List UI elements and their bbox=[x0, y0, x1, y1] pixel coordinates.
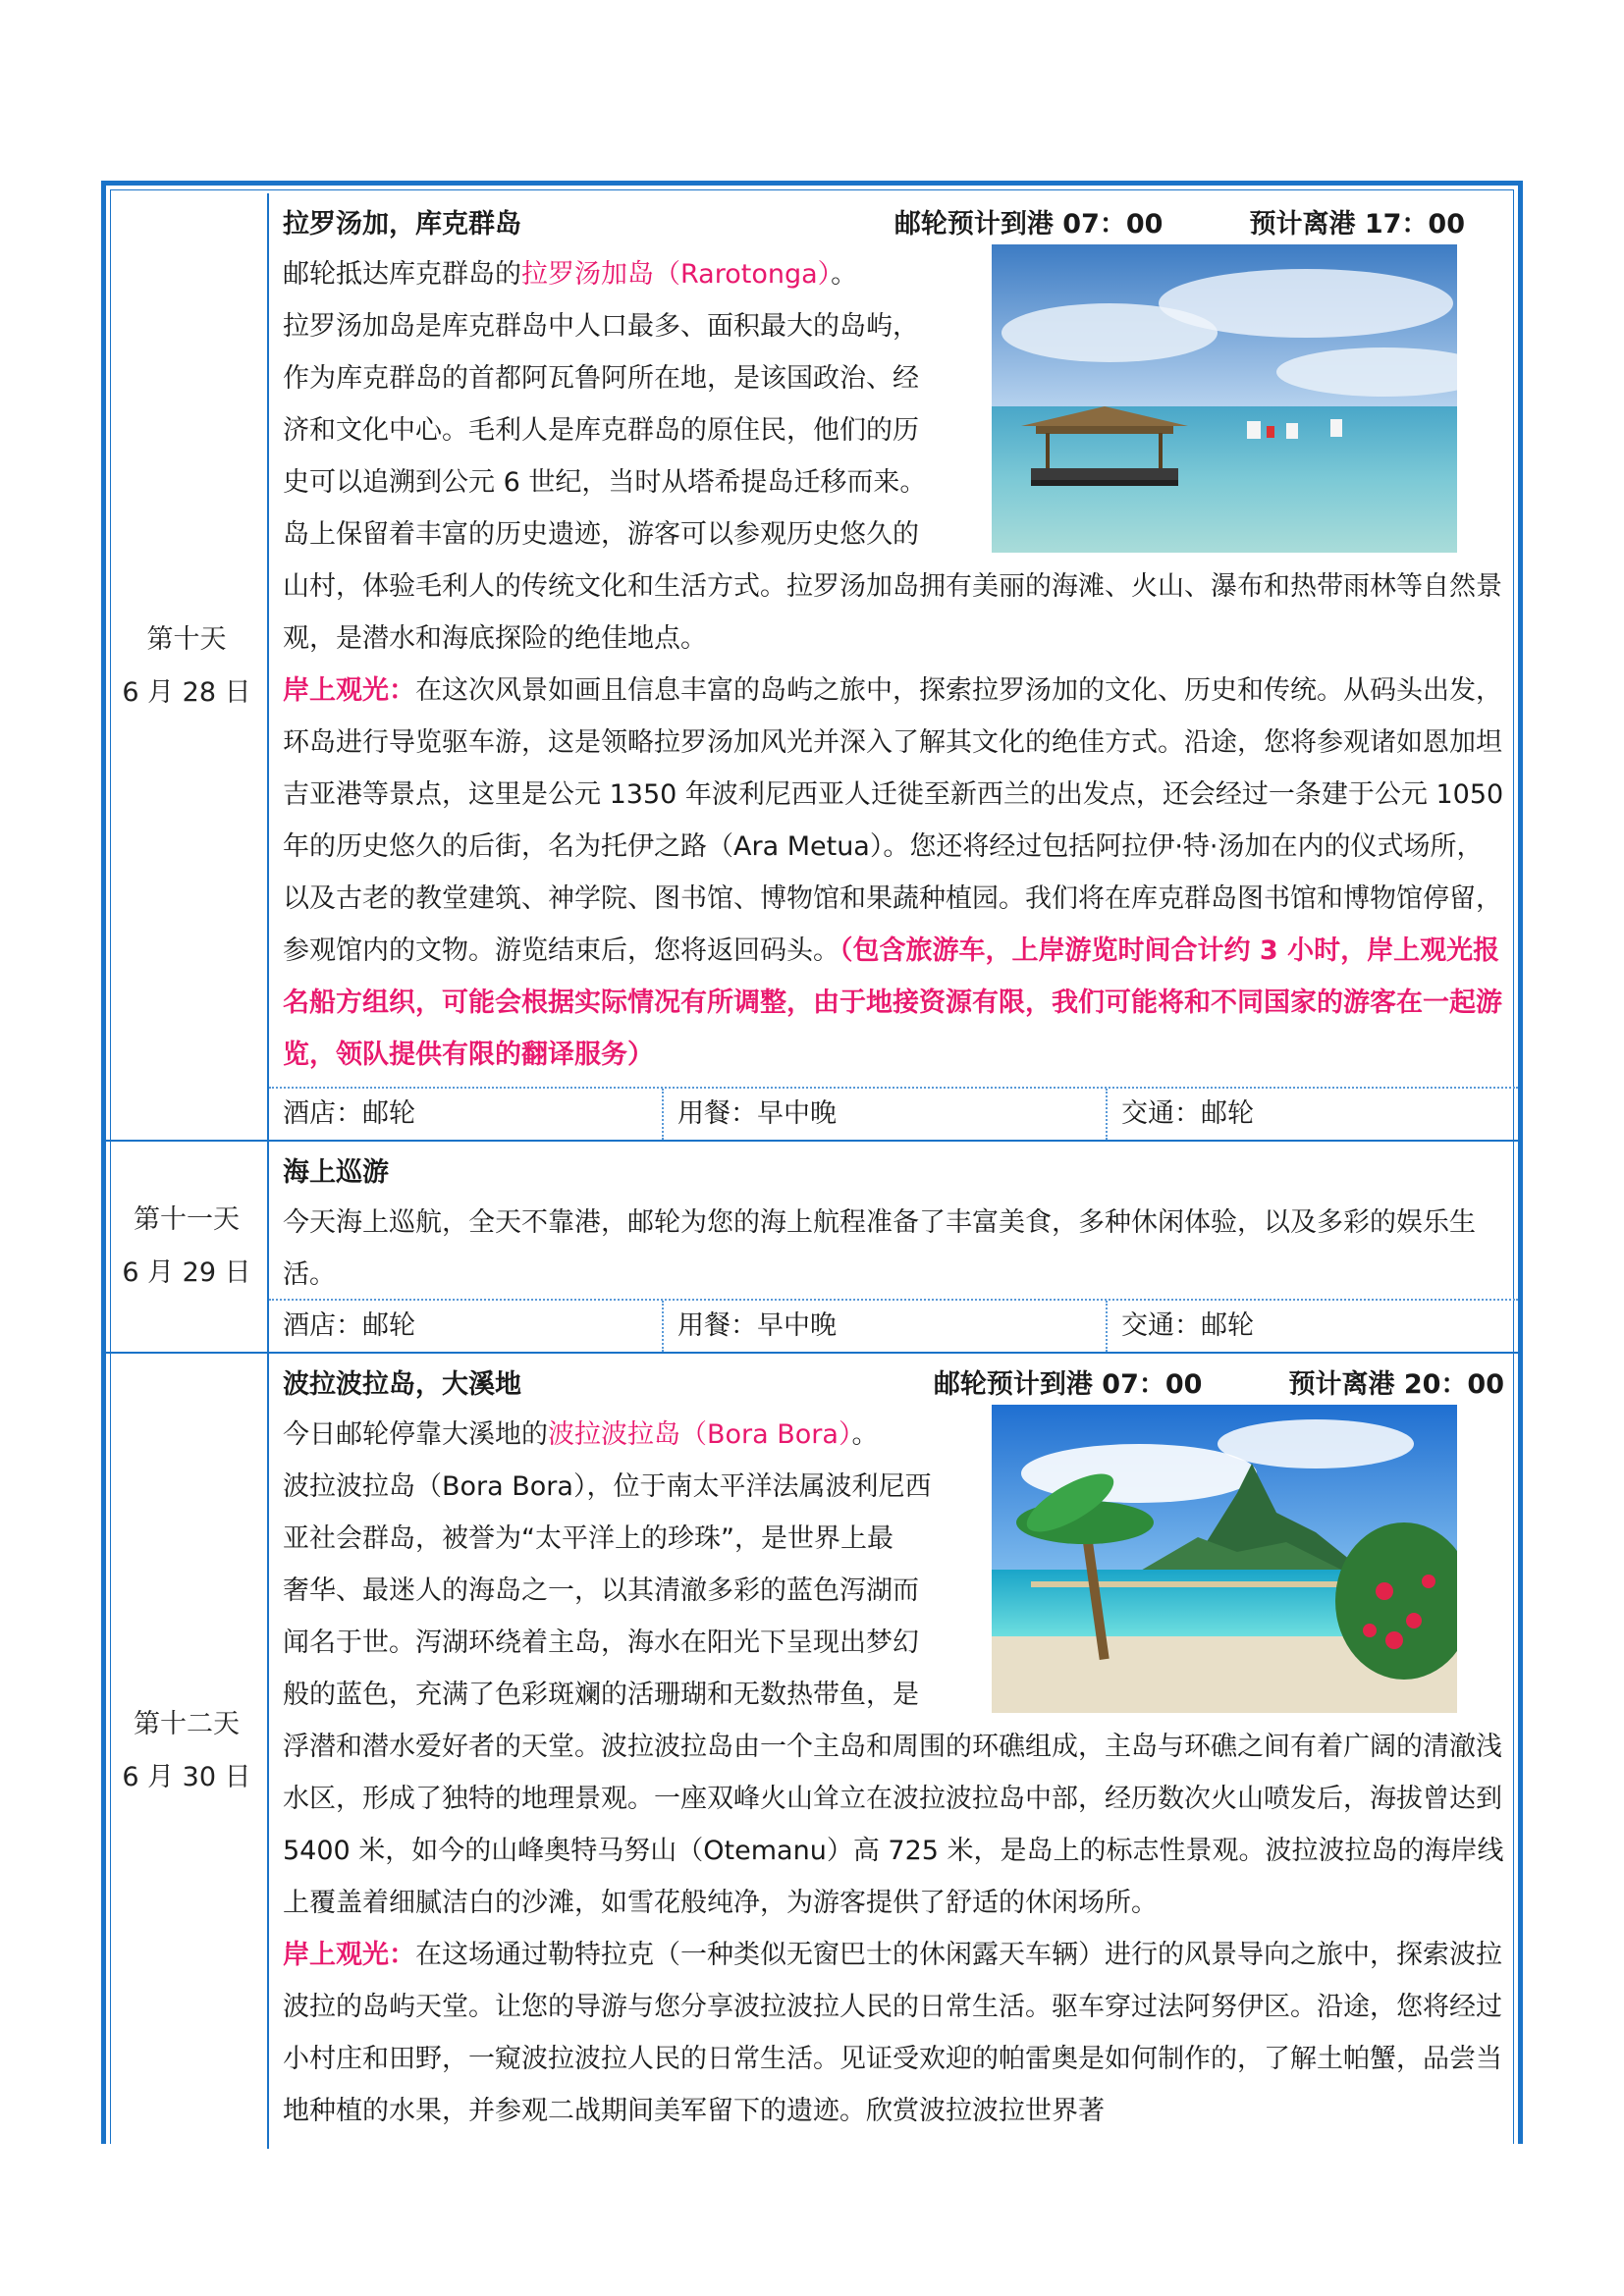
shore-label: 岸上观光： bbox=[283, 675, 415, 706]
day-label: 第十一天 bbox=[134, 1204, 240, 1235]
port-title: 波拉波拉岛，大溪地 bbox=[283, 1368, 521, 1400]
body-line: 作为库克群岛的首都阿瓦鲁阿所在地，是该国政治、经 bbox=[283, 363, 919, 394]
body-line: 闻名于世。泻湖环绕着主岛，海水在阳光下呈现出梦幻 bbox=[283, 1628, 919, 1658]
itinerary-table bbox=[101, 181, 1523, 2144]
departure-time: 预计离港 17：00 bbox=[1249, 208, 1465, 240]
date-label: 6 月 29 日 bbox=[122, 1257, 251, 1288]
tropical-island-image bbox=[992, 1405, 1457, 1713]
hotel-info: 酒店：邮轮 bbox=[269, 1301, 664, 1352]
day-label: 第十二天 bbox=[134, 1709, 240, 1739]
body-line: 济和文化中心。毛利人是库克群岛的原住民，他们的历 bbox=[283, 415, 919, 446]
day-content-12 bbox=[269, 1354, 1518, 2149]
day-header bbox=[269, 1354, 1518, 1409]
day-label: 第十天 bbox=[146, 624, 227, 655]
hotel-info: 酒店：邮轮 bbox=[269, 1089, 664, 1140]
meals-info: 用餐：早中晚 bbox=[664, 1301, 1108, 1352]
day-meta-row bbox=[269, 1087, 1518, 1140]
arrival-time: 邮轮预计到港 07：00 bbox=[933, 1368, 1203, 1400]
body-paragraph: 浮潜和潜水爱好者的天堂。波拉波拉岛由一个主岛和周围的环礁组成，主岛与环礁之间有着广阔的清澈浅水区，形成了独特的地理景观。一座双峰火山耸立在波拉波拉岛中部，经历数次火山喷发后，海拔曾达到 5400 米，如今的山峰奥特马努山（Otemanu）高 725 米，是岛上的标志性景观。波拉波拉岛的海岸线上覆盖着细腻洁白的沙滩，如雪花般纯净，为游客提供了舒适的休闲场所。 bbox=[283, 1732, 1504, 1918]
port-highlight: 波拉波拉岛（Bora Bora） bbox=[548, 1419, 852, 1450]
meals-info: 用餐：早中晚 bbox=[664, 1089, 1108, 1140]
body-paragraph: 今天海上巡航，全天不靠港，邮轮为您的海上航程准备了丰富美食，多种休闲体验，以及多彩的娱乐生活。 bbox=[283, 1207, 1476, 1290]
body-line: 奢华、最迷人的海岛之一，以其清澈多彩的蓝色泻湖而 bbox=[283, 1575, 919, 1606]
arrival-time: 邮轮预计到港 07：00 bbox=[893, 208, 1164, 240]
body-line: 史可以追溯到公元 6 世纪，当时从塔希提岛迁移而来。 bbox=[283, 467, 927, 498]
day-cell-11 bbox=[106, 1142, 269, 1354]
transport-info: 交通：邮轮 bbox=[1121, 1098, 1254, 1129]
day-meta-row bbox=[269, 1299, 1518, 1352]
day-cell-10 bbox=[106, 193, 269, 1142]
day-header bbox=[269, 1142, 1518, 1197]
shore-paragraph bbox=[269, 1929, 1518, 2137]
intro-text: 今日邮轮停靠大溪地的 bbox=[283, 1419, 548, 1450]
departure-time: 预计离港 20：00 bbox=[1288, 1368, 1504, 1400]
port-highlight: 拉罗汤加岛（Rarotonga） bbox=[521, 259, 832, 290]
shore-text: 在这次风景如画且信息丰富的岛屿之旅中，探索拉罗汤加的文化、历史和传统。从码头出发，环岛进行导览驱车游，这是领略拉罗汤加风光并深入了解其文化的绝佳方式。沿途，您将参观诸如恩加坦吉亚港等景点，这里是公元 1350 年波利尼西亚人迁徙至新西兰的出发点，还会经过一条建于公元 1050 年的历史悠久的后街，名为托伊之路（Ara Metua）。您还将经过包括阿拉伊·特·汤加在内的仪式场所，以及古老的教堂建筑、神学院、图书馆、博物馆和果蔬种植园。我们将在库克群岛图书馆和博物馆停留，参观馆内的文物。游览结束后，您将返回码头。 bbox=[283, 675, 1504, 966]
shore-label: 岸上观光： bbox=[283, 1940, 415, 1970]
day-content-11 bbox=[269, 1142, 1518, 1354]
shore-paragraph bbox=[269, 665, 1518, 1081]
shore-note: （包含旅游车，上岸游览时间合计约 3 小时，岸上观光报名船方组织，可能会根据实际情况有所调整，由于地接资源有限，我们可能将和不同国家的游客在一起游览，领队提供有限的翻译服务） bbox=[283, 935, 1502, 1070]
body-line: 岛上保留着丰富的历史遗迹，游客可以参观历史悠久的 bbox=[283, 519, 919, 550]
port-title: 拉罗汤加，库克群岛 bbox=[283, 208, 521, 240]
day-cell-12 bbox=[106, 1354, 269, 2149]
intro-text: 邮轮抵达库克群岛的 bbox=[283, 259, 521, 290]
body-line: 波拉波拉岛（Bora Bora），位于南太平洋法属波利尼西 bbox=[283, 1471, 932, 1502]
day-content-10 bbox=[269, 193, 1518, 1142]
bora-bora-photo bbox=[992, 1405, 1457, 1713]
body-paragraph: 山村，体验毛利人的传统文化和生活方式。拉罗汤加岛拥有美丽的海滩、火山、瀑布和热带雨林等自然景观，是潜水和海底探险的绝佳地点。 bbox=[283, 571, 1502, 654]
day-header bbox=[269, 193, 1518, 248]
lagoon-boat-image bbox=[992, 244, 1457, 553]
body-line: 般的蓝色，充满了色彩斑斓的活珊瑚和无数热带鱼，是 bbox=[283, 1680, 919, 1710]
transport-info: 交通：邮轮 bbox=[1121, 1310, 1254, 1341]
date-label: 6 月 30 日 bbox=[122, 1762, 251, 1792]
rarotonga-photo bbox=[992, 244, 1457, 553]
body-line: 拉罗汤加岛是库克群岛中人口最多、面积最大的岛屿， bbox=[283, 311, 919, 342]
shore-text: 在这场通过勒特拉克（一种类似无窗巴士的休闲露天车辆）进行的风景导向之旅中，探索波拉波拉的岛屿天堂。让您的导游与您分享波拉波拉人民的日常生活。驱车穿过法阿努伊区。沿途，您将经过小村庄和田野，一窥波拉波拉人民的日常生活。见证受欢迎的帕雷奥是如何制作的，了解土帕蟹，品尝当地种植的水果，并参观二战期间美军留下的遗迹。欣赏波拉波拉世界著 bbox=[283, 1940, 1502, 2126]
body-line: 亚社会群岛，被誉为“太平洋上的珍珠”，是世界上最 bbox=[283, 1523, 893, 1554]
port-title: 海上巡游 bbox=[283, 1156, 389, 1188]
intro-end: 。 bbox=[831, 259, 858, 290]
intro-end: 。 bbox=[851, 1419, 879, 1450]
date-label: 6 月 28 日 bbox=[122, 677, 251, 708]
